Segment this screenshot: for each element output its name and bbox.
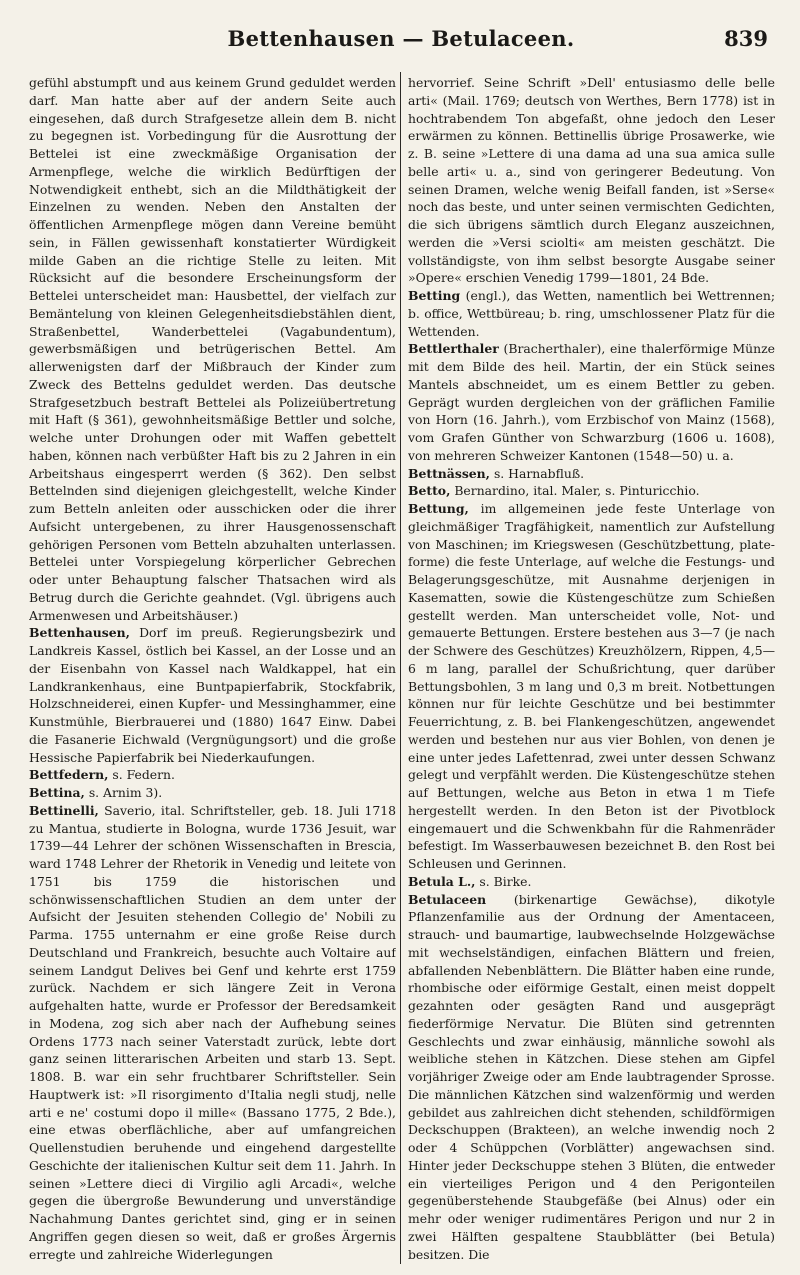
- column-divider: [400, 72, 401, 1264]
- headword: Bettinelli,: [29, 802, 99, 818]
- headword: Betting: [408, 288, 461, 303]
- left-column: [29, 74, 396, 1264]
- headword: Bettenhausen,: [29, 625, 130, 641]
- entry-bettlerthaler: Bettlerthaler (Bracherthaler), eine thalerförmige Münze mit dem Bilde des heil. Martin, der ein Stück seines Mantels abschneidet, um es einem Bettler zu geben. Geprägt wurden dergleichen von der gräflichen Familie von Horn (16. Jahrh.), vom Erzbischof von Mainz (1568), vom Grafen Günther von Schwarzburg (1606 u. 1608), von mehreren Schweizer Kantonen (1548—50) u. a.: [408, 341, 775, 463]
- running-title: Bettenhausen — Betulaceen.: [227, 26, 575, 51]
- entry-betulaceen: Betulaceen (birkenartige Gewächse), dikotyle Pflanzenfamilie aus der Ordnung der Amentaceen, strauch- und baumartige, laubwechselnde Holzgewächse mit wechselständigen, einfachen Blättern und freien, abfallenden Nebenblättern. Die Blätter haben eine runde, rhombische oder eiförmige Gestalt, einen meist doppelt gezahnten oder gesägten Rand und ausgeprägt fiederförmige Nervatur. Die Blüten sind getrennten Geschlechts und zwar einhäusig, männliche sowohl als weibliche stehen in Kätzchen. Diese stehen am Gipfel vorjähriger Zweige oder am Ende laubtragender Sprosse. Die männlichen Kätzchen sind walzenförmig und werden gebildet aus zahlreichen dicht stehenden, schildförmigen Deckschuppen (Brakteen), an welche inwendig noch 2 oder 4 Schüppchen (Vorblätter) angewachsen sind. Hinter jeder Deckschuppe stehen 3 Blüten, die entweder ein vierteiliges Perigon und 4 den Perigonteilen gegenüberstehende Staubgefäße (bei Alnus) oder ein mehr oder weniger rudimentäres Perigon und nur 2 in zwei Hälften gespaltene Staubblätter (bei Betula) besitzen. Die: [408, 891, 775, 1262]
- page-number: 839: [724, 26, 768, 51]
- entry-bettenhausen: Bettenhausen, Dorf im preuß. Regierungsbezirk und Landkreis Kassel, östlich bei Kassel, an der Losse und an der Eisenbahn von Kassel nach Waldkappel, hat ein Landkrankenhaus, eine Buntpapierfabrik, Stockfabrik, Holzschneiderei, einen Kupfer- und Messinghammer, eine Kunstmühle, Bierbrauerei und (1880) 1647 Einw. Dabei die Fasanerie Eichwald (Vergnügungsort) und die große Hessische Papierfabrik bei Niederkaufungen.: [29, 625, 396, 765]
- headword: Bettung,: [408, 501, 469, 516]
- entry-bettfedern: Bettfedern, s. Federn.: [29, 767, 175, 783]
- entry-continuation: hervorrief. Seine Schrift »Dell' entusiasmo delle belle arti« (Mail. 1769; deutsch von Werthes, Bern 1778) ist in hochtrabendem Ton abgefaßt, ohne jedoch den Leser erwärmen zu können. Bettinellis übrige Prosawerke, wie z. B. seine »Lettere di una dama ad una sua amica sulle belle arti« u. a., sind von geringerer Bedeutung. Von seinen Dramen, welche wenig Beifall fanden, ist »Serse« noch das beste, und unter seinen vermischten Gedichten, die sich übrigens sämtlich durch Eleganz auszeichnen, werden die »Versi sciolti« am meisten geschätzt. Die vollständigste, von ihm selbst besorgte Ausgabe seiner »Opere« erschien Venedig 1799—1801, 24 Bde.: [408, 75, 775, 286]
- headword: Bettnässen,: [408, 465, 490, 481]
- entry-betting: Betting (engl.), das Wetten, namentlich bei Wettrennen; b. office, Wettbüreau; b. ring, umschlossener Platz für die Wettenden.: [408, 288, 775, 339]
- entry-bettina: Bettina, s. Arnim 3).: [29, 785, 163, 800]
- headword: Betula L.,: [408, 873, 476, 889]
- entry-continuation: gefühl abstumpft und aus keinem Grund geduldet werden darf. Man hatte aber auf der andern Seite auch eingesehen, daß durch Strafgesetze allein dem B. nicht zu begegnen ist. Vorbedingung für die Ausrottung der Bettelei ist eine zweckmäßige Organisation der Armenpflege, welche die wirklich Bedürftigen der Notwendigkeit enthebt, sich an die Mildthätigkeit der Einzelnen zu wenden. Neben den Anstalten der öffentlichen Armenpflege mögen dann Vereine bemüht sein, in Fällen gewissenhaft konstatierter Würdigkeit milde Gaben an die richtige Stelle zu leiten. Mit Rücksicht auf die besondere Erscheinungsform der Bettelei unterscheidet man: Hausbettel, der vielfach zur Bemäntelung von kleinen Gelegenheitsdiebstählen dient, Straßenbettel, Wanderbettelei (Vagabundentum), gewerbsmäßigen und betrügerischen Bettel. Am allerwenigsten darf der Mißbrauch der Kinder zum Zweck des Bettelns geduldet werden. Das deutsche Strafgesetzbuch bestraft Bettelei als Polizeiübertretung mit Haft (§ 361), gewohnheitsmäßige Bettler und solche, welche unter Drohungen oder mit Waffen gebettelt haben, können nach verbüßter Haft bis zu 2 Jahren in ein Arbeitshaus eingesperrt werden (§ 362). Den selbst Bettelnden sind diejenigen gleichgestellt, welche Kinder zum Betteln anleiten oder ausschicken oder die ihrer Aufsicht untergebenen, zu ihrer Hausgenossenschaft gehörigen Personen vom Betteln abzuhalten unterlassen. Bettelei unter Vorspiegelung körperlicher Gebrechen oder unter Behauptung falscher Thatsachen wird als Betrug durch die Gerichte geahndet. (Vgl. übrigens auch Armenwesen und Arbeitshäuser.): [29, 75, 396, 623]
- headword: Bettfedern,: [29, 767, 109, 783]
- entry-betto: Betto, Bernardino, ital. Maler, s. Pinturicchio.: [408, 483, 700, 499]
- right-column: [408, 74, 775, 1264]
- headword: Betto,: [408, 483, 451, 499]
- headword: Bettina,: [29, 785, 85, 800]
- headword: Bettlerthaler: [408, 341, 499, 357]
- entry-bettnaessen: Bettnässen, s. Harnabfluß.: [408, 465, 585, 481]
- page-header: [30, 26, 772, 68]
- entry-bettinelli: Bettinelli, Saverio, ital. Schriftsteller, geb. 18. Juli 1718 zu Mantua, studierte in Bologna, wurde 1736 Jesuit, war 1739—44 Lehrer der schönen Wissenschaften in Brescia, ward 1748 Lehrer der Rhetorik in Venedig und leitete von 1751 bis 1759 die historischen und schönwissenschaftlichen Studien an dem unter der Aufsicht der Jesuiten stehenden Collegio de' Nobili zu Parma. 1755 unternahm er eine große Reise durch Deutschland und Frankreich, besuchte auch Voltaire auf seinem Landgut Delives bei Genf und kehrte erst 1759 zurück. Nachdem er sich längere Zeit in Verona aufgehalten hatte, wurde er Professor der Beredsamkeit in Modena, zog sich aber nach der Aufhebung seines Ordens 1773 nach seiner Vaterstadt zurück, lebte dort ganz seinen litterarischen Arbeiten und starb 13. Sept. 1808. B. war ein sehr fruchtbarer Schriftsteller. Sein Hauptwerk ist: »Il risorgimento d'Italia negli studj, nelle arti e ne' costumi dopo il mille« (Bassano 1775, 2 Bde.), eine etwas oberflächliche, aber auf umfangreichen Quellenstudien beruhende und eingehend dargestellte Geschichte der italienischen Kultur seit dem 11. Jahrh. In seinen »Lettere dieci di Virgilio agli Arcadi«, welche gegen die übergroße Bewunderung und unverständige Nachahmung Dantes gerichtet sind, ging er in seinen Angriffen gegen diesen so weit, daß er großes Ärgernis erregte und zahlreiche Widerlegungen: [29, 802, 396, 1262]
- entry-betula: Betula L., s. Birke.: [408, 873, 532, 889]
- entry-bettung: Bettung, im allgemeinen jede feste Unterlage von gleichmäßiger Tragfähigkeit, namentlich zur Aufstellung von Maschinen; im Kriegswesen (Geschützbettung, plate-forme) die feste Unterlage, auf welche die Festungs- und Belagerungsgeschütze, mit Ausnahme derjenigen in Kasematten, sowie die Küstengeschütze zum Schießen gestellt werden. Man unterscheidet volle, Not- und gemauerte Bettungen. Erstere bestehen aus 3—7 (je nach der Schwere des Geschützes) Kreuzhölzern, Rippen, 4,5—6 m lang, parallel der Schußrichtung, quer darüber Bettungsbohlen, 3 m lang und 0,3 m breit. Notbettungen können nur für leichte Geschütze und bei bestimmter Feuerrichtung, z. B. bei Flankengeschützen, angewendet werden und bestehen nur aus vier Bohlen, von denen je eine unter jedes Lafettenrad, zwei unter dessen Schwanz gelegt und verpfählt werden. Die Küstengeschütze stehen auf Bettungen, welche aus Beton in etwa 1 m Tiefe hergestellt werden. In den Beton ist der Pivotblock eingemauert und die Schwenkbahn für die Rahmenräder befestigt. Im Wasserbauwesen bezeichnet B. den Rost bei Schleusen und Gerinnen.: [408, 501, 775, 871]
- headword: Betulaceen: [408, 891, 487, 907]
